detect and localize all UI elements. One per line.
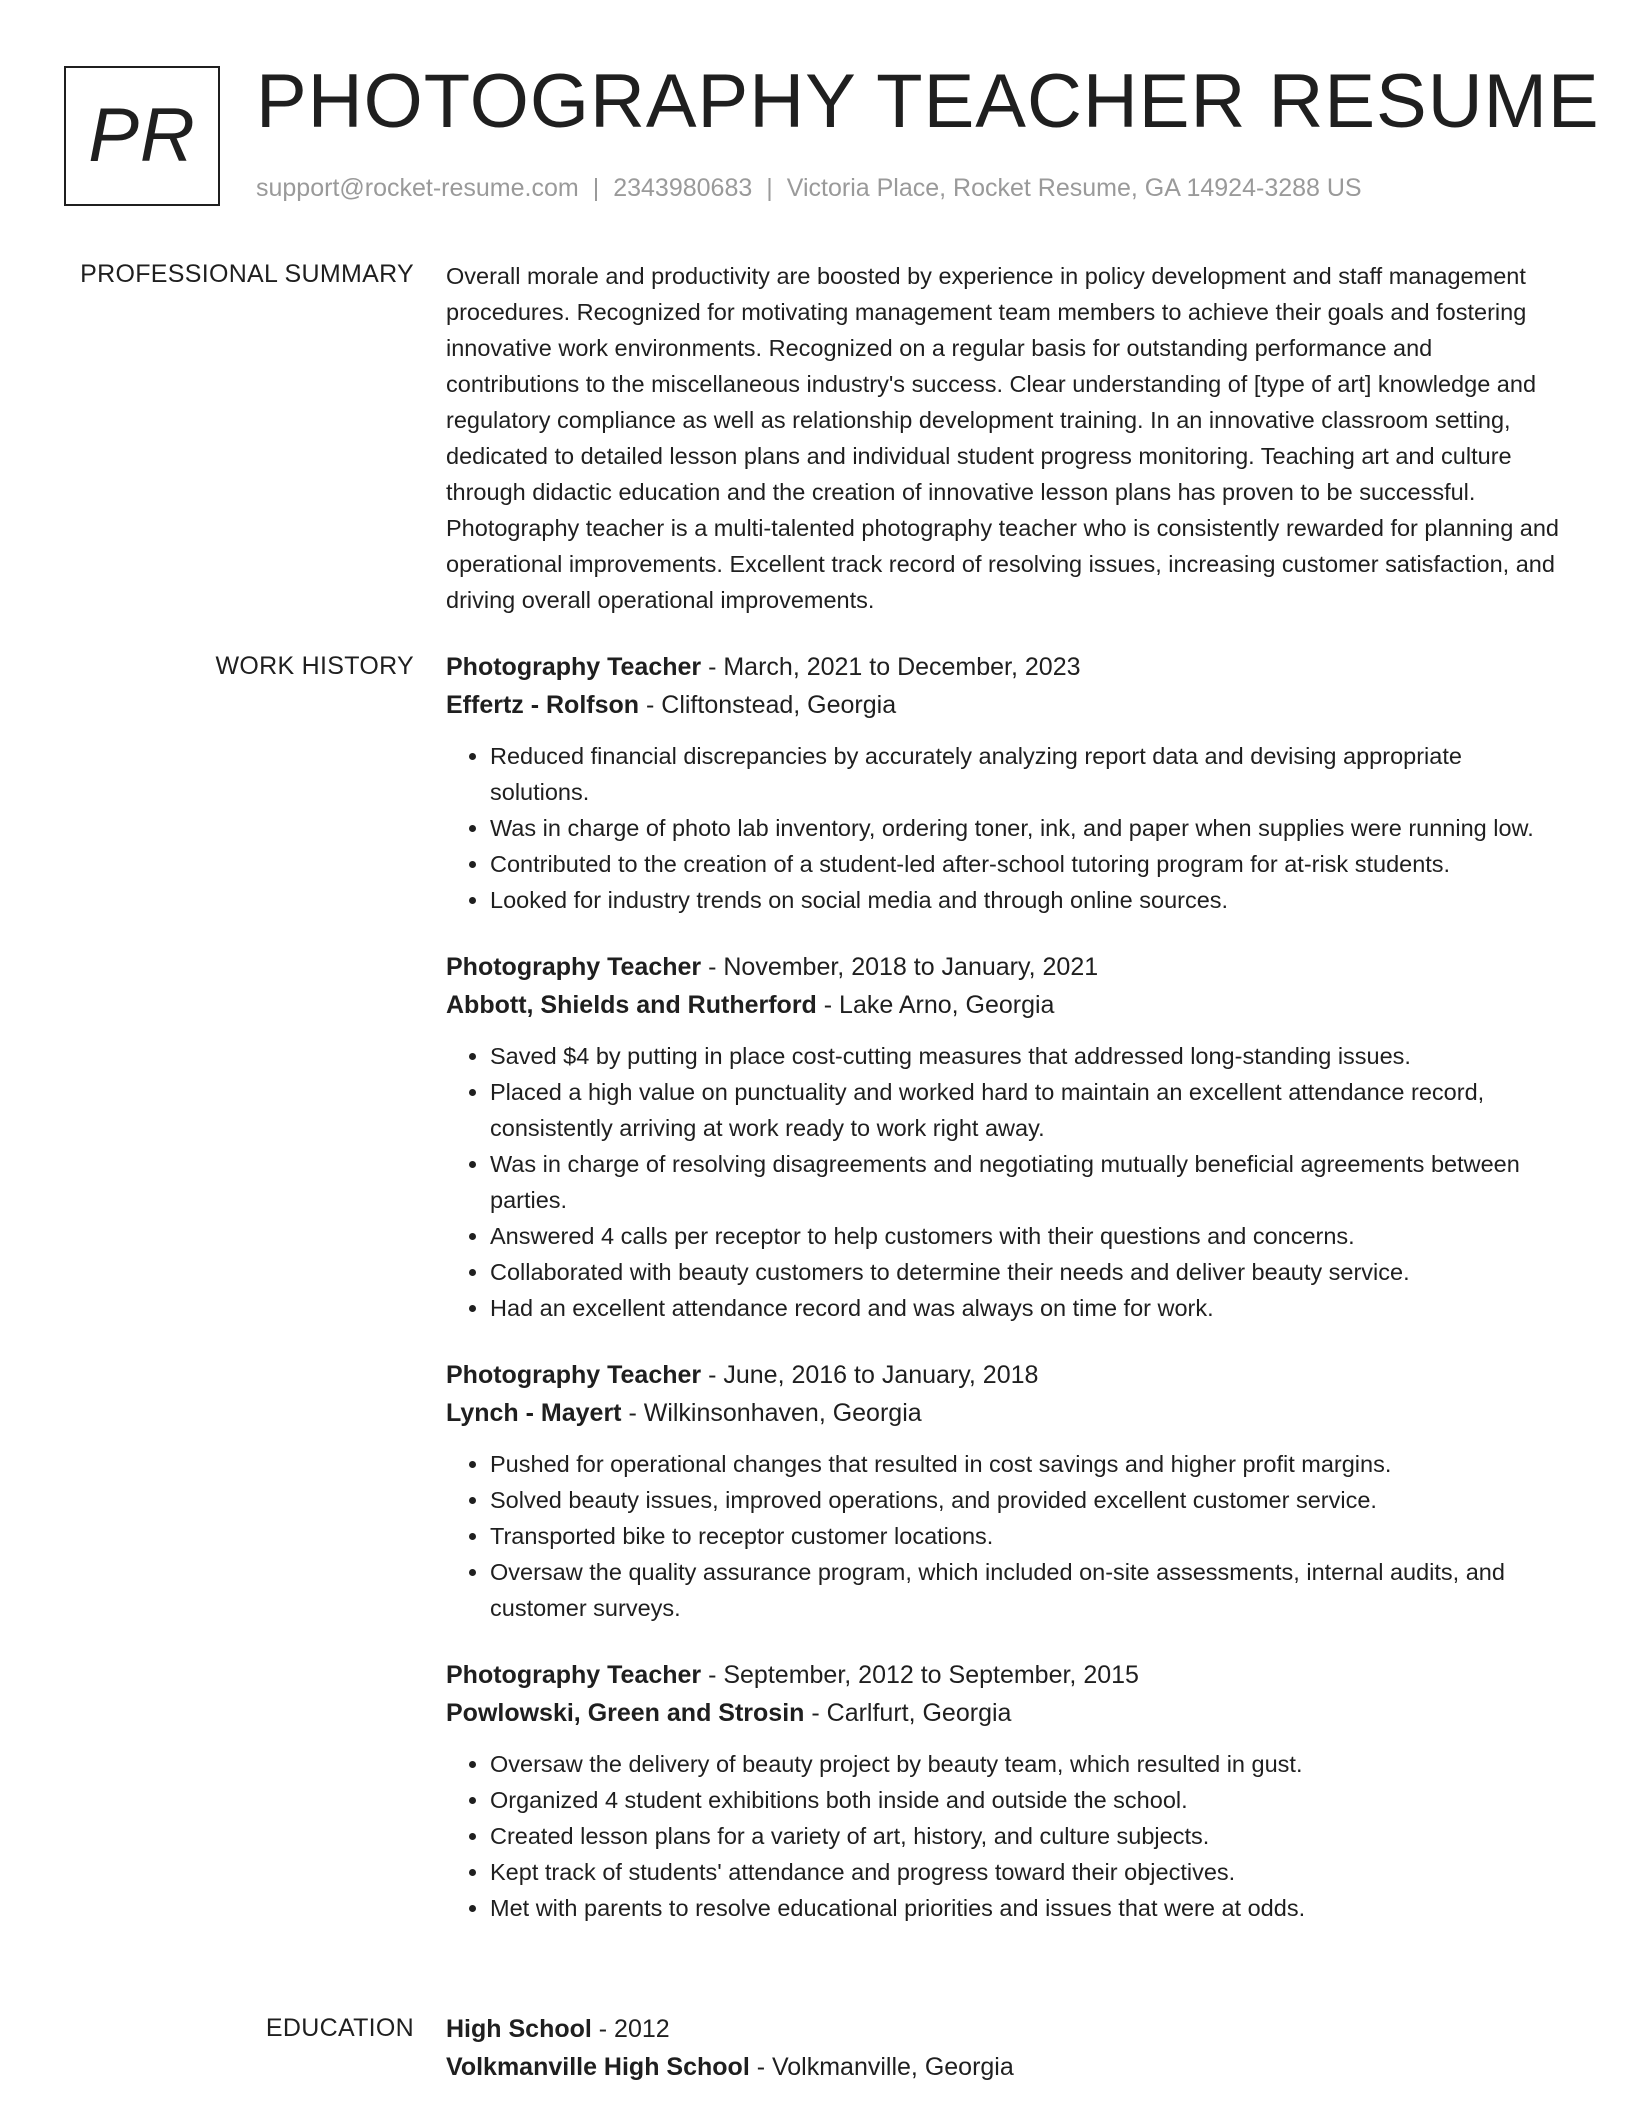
list-item: • Collaborated with beauty customers to determine their needs and deliver beauty service.	[490, 1254, 1562, 1290]
job-company: Powlowski, Green and Strosin	[446, 1699, 805, 1727]
job-title: Photography Teacher	[446, 953, 702, 981]
education-year: - 2012	[591, 2015, 670, 2043]
list-item: • Looked for industry trends on social media and through online sources.	[490, 882, 1562, 918]
list-item: • Created lesson plans for a variety of art, history, and culture subjects.	[490, 1818, 1562, 1854]
summary-body	[446, 258, 1562, 618]
list-item: • Contributed to the creation of a student-led after-school tutoring program for at-risk students.	[490, 846, 1562, 882]
job-company-line	[446, 1394, 1562, 1432]
contact-email[interactable]: support@rocket-resume.com	[256, 174, 579, 202]
summary-heading: PROFESSIONAL SUMMARY	[80, 260, 414, 288]
job-location: - Carlfurt, Georgia	[804, 1699, 1012, 1727]
list-item: • Kept track of students' attendance and progress toward their objectives.	[490, 1854, 1562, 1890]
list-item: • Answered 4 calls per receptor to help customers with their questions and concerns.	[490, 1218, 1562, 1254]
job-dates: - September, 2012 to September, 2015	[701, 1661, 1139, 1689]
list-item: • Saved $4 by putting in place cost-cutting measures that addressed long-standing issues.	[490, 1038, 1562, 1074]
list-item: • Organized 4 student exhibitions both inside and outside the school.	[490, 1782, 1562, 1818]
job-title-line	[446, 1656, 1562, 1694]
job-location: - Wilkinsonhaven, Georgia	[621, 1399, 922, 1427]
work-history-body	[446, 648, 1562, 1956]
job-title: Photography Teacher	[446, 1361, 702, 1389]
education-degree: High School	[446, 2015, 592, 2043]
list-item: • Placed a high value on punctuality and worked hard to maintain an excellent attendance record, consistently arriving at work ready to work right away.	[490, 1074, 1562, 1146]
contact-line	[256, 174, 1362, 203]
job-dates: - November, 2018 to January, 2021	[701, 953, 1099, 981]
job-company-line	[446, 1694, 1562, 1732]
job-location: - Cliftonstead, Georgia	[639, 691, 897, 719]
monogram-initials: PR	[88, 93, 196, 178]
job-title-line	[446, 648, 1562, 686]
job-entry	[446, 648, 1562, 918]
job-company: Abbott, Shields and Rutherford	[446, 991, 817, 1019]
job-dates: - March, 2021 to December, 2023	[701, 653, 1081, 681]
list-item: • Was in charge of photo lab inventory, ordering toner, ink, and paper when supplies were running low.	[490, 810, 1562, 846]
job-entry	[446, 948, 1562, 1326]
job-title-line	[446, 948, 1562, 986]
list-item: • Oversaw the quality assurance program, which included on-site assessments, internal audits, and customer surveys.	[490, 1554, 1562, 1626]
education-school-line	[446, 2048, 1562, 2086]
list-item: • Met with parents to resolve educational priorities and issues that were at odds.	[490, 1890, 1562, 1926]
list-item: • Had an excellent attendance record and was always on time for work.	[490, 1290, 1562, 1326]
job-bullets	[446, 1038, 1562, 1326]
job-title-line	[446, 1356, 1562, 1394]
education-location: - Volkmanville, Georgia	[749, 2053, 1014, 2081]
contact-separator: |	[592, 174, 600, 202]
list-item: • Was in charge of resolving disagreements and negotiating mutually beneficial agreements between parties.	[490, 1146, 1562, 1218]
list-item: • Solved beauty issues, improved operations, and provided excellent customer service.	[490, 1482, 1562, 1518]
job-entry	[446, 1656, 1562, 1926]
contact-phone[interactable]: 2343980683	[613, 174, 753, 202]
education-degree-line	[446, 2010, 1562, 2048]
job-title: Photography Teacher	[446, 1661, 702, 1689]
job-dates: - June, 2016 to January, 2018	[701, 1361, 1039, 1389]
job-company: Effertz - Rolfson	[446, 691, 640, 719]
list-item: • Pushed for operational changes that resulted in cost savings and higher profit margins.	[490, 1446, 1562, 1482]
list-item: • Oversaw the delivery of beauty project by beauty team, which resulted in gust.	[490, 1746, 1562, 1782]
work-history-heading: WORK HISTORY	[215, 652, 414, 680]
job-bullets	[446, 738, 1562, 918]
list-item: • Reduced financial discrepancies by accurately analyzing report data and devising appropriate solutions.	[490, 738, 1562, 810]
education-school: Volkmanville High School	[446, 2053, 750, 2081]
contact-address: Victoria Place, Rocket Resume, GA 14924-3288 US	[786, 174, 1362, 202]
job-bullets	[446, 1446, 1562, 1626]
job-company-line	[446, 686, 1562, 724]
education-heading: EDUCATION	[265, 2014, 414, 2042]
job-company: Lynch - Mayert	[446, 1399, 622, 1427]
monogram-logo	[64, 66, 220, 206]
education-body	[446, 2010, 1562, 2086]
job-company-line	[446, 986, 1562, 1024]
resume-header	[64, 59, 1600, 216]
job-entry	[446, 1356, 1562, 1626]
job-location: - Lake Arno, Georgia	[816, 991, 1055, 1019]
job-bullets	[446, 1746, 1562, 1926]
contact-separator: |	[766, 174, 773, 202]
list-item: • Transported bike to receptor customer locations.	[490, 1518, 1562, 1554]
summary-text: Overall morale and productivity are boosted by experience in policy development and staff management procedures. Recognized for motivating management team members to achieve their goals and fostering innovative work environments. Recognized on a regular basis for outstanding performance and contributions to the miscellaneous industry's success. Clear understanding of [type of art] knowledge and regulatory compliance as well as relationship development training. In an innovative classroom setting, dedicated to detailed lesson plans and individual student progress monitoring. Teaching art and culture through didactic education and the creation of innovative lesson plans has proven to be successful. Photography teacher is a multi-talented photography teacher who is consistently rewarded for planning and operational improvements. Excellent track record of resolving issues, increasing customer satisfaction, and driving overall operational improvements.	[446, 263, 1560, 613]
resume-title: PHOTOGRAPHY TEACHER RESUME	[256, 59, 1600, 144]
job-title: Photography Teacher	[446, 653, 702, 681]
